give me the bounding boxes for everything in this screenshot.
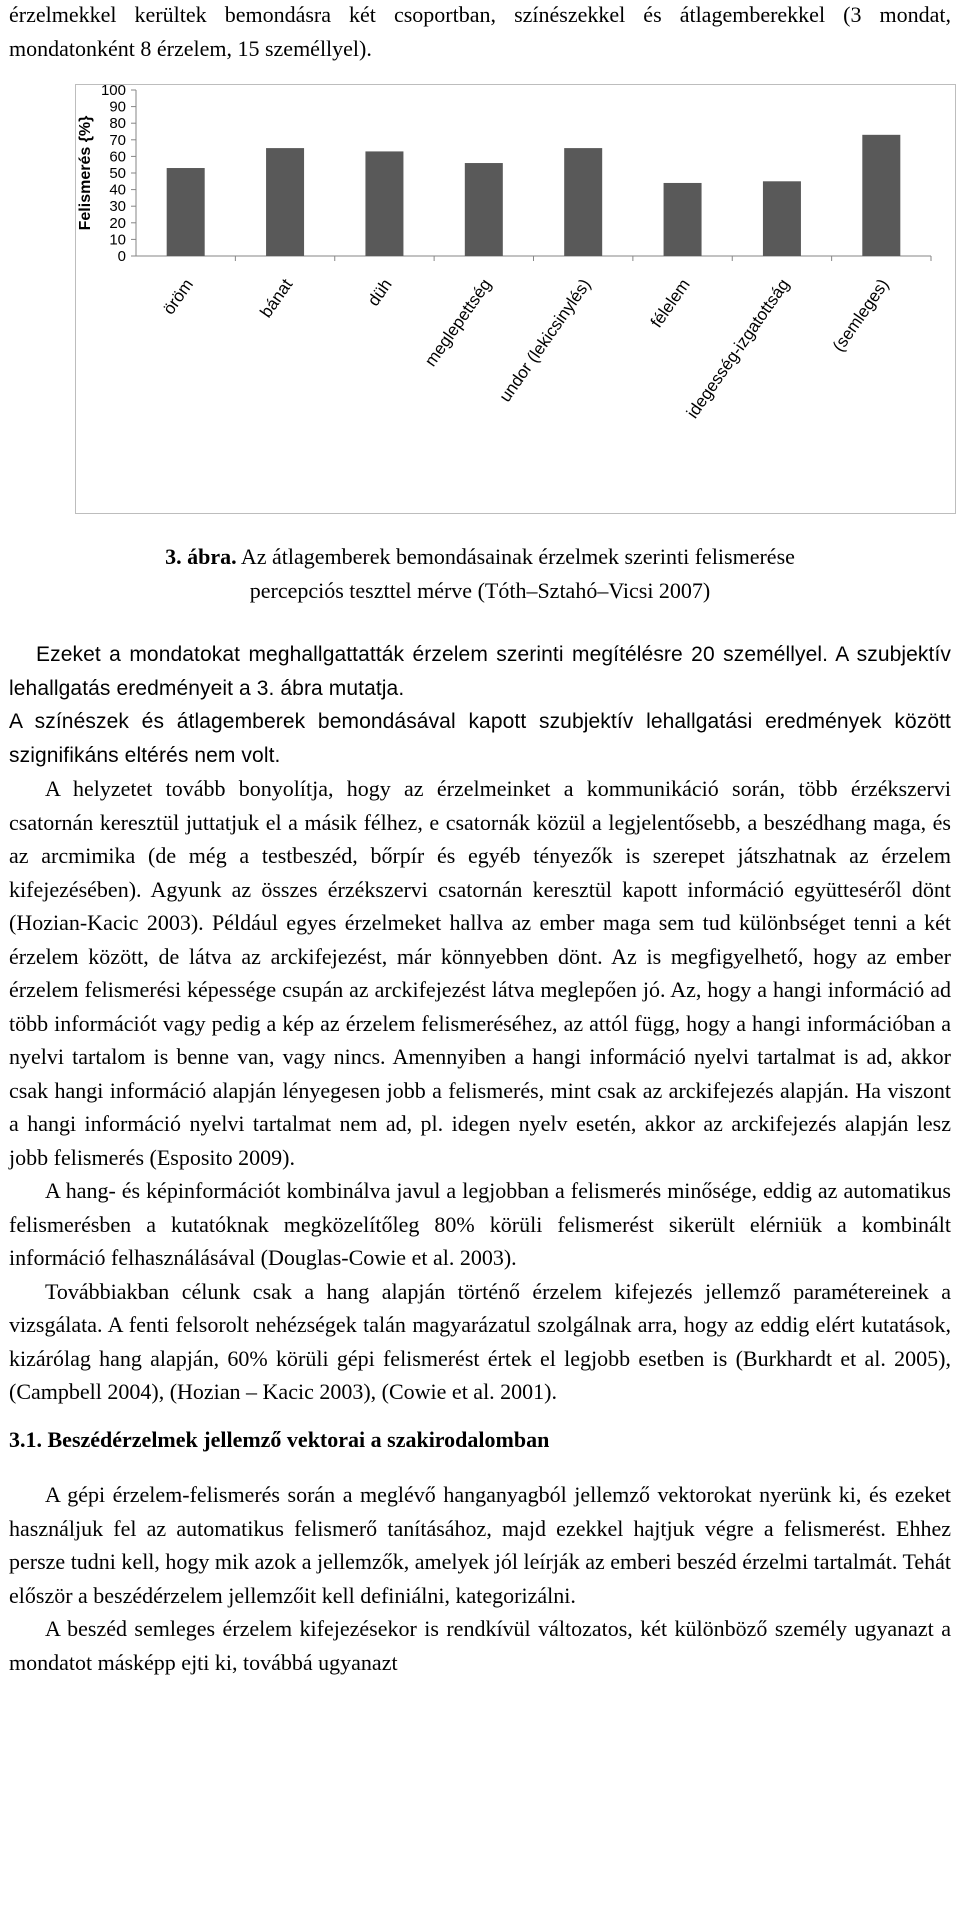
section-heading: 3.1. Beszédérzelmek jellemző vektorai a szakirodalomban bbox=[9, 1426, 550, 1452]
paragraph-4: A gépi érzelem-felismerés során a meglévő hanganyagból jellemző vektorokat nyerünk ki, és ezeket használjuk fel az automatikus felismerő tanításához, majd ezekkel hajtjuk végre a felismerést. Ehhez persze tudni kell, hogy mik azok a jellemzők, amelyek jól leírják az emberi beszéd érzelmi tartalmát. Tehát először a beszédérzelem jellemzőit kell definiálni, kategorizálni. bbox=[9, 1482, 951, 1608]
y-tick-label: 10 bbox=[109, 231, 126, 249]
paragraph-2: A hang- és képinformációt kombinálva javul a legjobban a felismerés minősége, eddig az automatikus felismerésben a kutatóknak megközelítőleg 80% körüli felismerést sikerült elérniük a kombinált információ felhasználásával (Douglas-Cowie et al. 2003). bbox=[9, 1178, 951, 1270]
y-tick-label: 0 bbox=[117, 248, 126, 265]
y-tick-label: 80 bbox=[109, 115, 126, 133]
paragraph-1: A helyzetet tovább bonyolítja, hogy az érzelmeinket a kommunikáció során, több érzékszervi csatornán keresztül juttatjuk el a másik félhez, e csatornák közül a legjelentősebb, a beszédhang maga, és az arcmimika (de még a testbeszéd, bőrpír és egyéb tényezők is szerepet játszhatnak az érzelem kifejezésében). Agyunk az összes érzékszervi csatornán keresztül kapott információ együtteséről dönt (Hozian-Kacic 2003). Például egyes érzelmeket hallva az ember maga sem tud különbséget tenni a két érzelem között, de látva az arckifejezést, már könnyebben dönt. Az is megfigyelhető, hogy az ember érzelem felismerési képessége csupán az arckifejezést látva meglepően jó. Az, hogy a hangi információ ad több információt vagy pedig a kép az érzelem felismeréséhez, az attól függ, hogy a hangi információban a nyelvi tartalom is benne van, vagy nincs. Amennyiben a hangi információ nyelvi tartalmat is ad, akkor csak hangi információ alapján lényegesen jobb a felismerés, mint csak az arckifejezés alapján. Ha viszont a hangi információ nyelvi tartalmat nem ad, pl. idegen nyelv esetén, akkor az arckifejezés alapján lesz jobb felismerés (Esposito 2009). bbox=[9, 776, 951, 1170]
y-tick-label: 40 bbox=[109, 181, 126, 199]
bar-6 bbox=[763, 181, 801, 256]
y-tick-label: 50 bbox=[109, 165, 126, 182]
figure-caption bbox=[9, 540, 951, 608]
x-category-label: (semleges) bbox=[828, 275, 893, 356]
x-category-label: félelem bbox=[646, 275, 694, 332]
caption-label: 3. ábra. bbox=[165, 544, 237, 569]
x-category-label: undor (lekicsinylés) bbox=[495, 275, 595, 406]
paragraph-sans-2: A színészek és átlagemberek bemondásával kapott szubjektív lehallgatási eredmények között szignifikáns eltérés nem volt. bbox=[9, 710, 951, 767]
bar-1 bbox=[266, 148, 304, 256]
x-category-label: öröm bbox=[159, 275, 197, 319]
y-tick-label: 70 bbox=[109, 131, 126, 149]
bar-7 bbox=[862, 135, 900, 256]
bar-4 bbox=[564, 148, 602, 256]
y-axis-title: Felismerés {%} bbox=[77, 115, 94, 231]
y-tick-label: 20 bbox=[109, 214, 126, 232]
x-category-label: idegesség-izgatottság bbox=[682, 275, 794, 422]
paragraph-5: A beszéd semleges érzelem kifejezésekor is rendkívül változatos, két különböző személy ugyanazt a mondatot másképp ejti ki, továbbá ugyanazt bbox=[9, 1616, 951, 1675]
figure-3-chart bbox=[75, 84, 956, 514]
bar-0 bbox=[167, 168, 205, 256]
caption-line-2: percepciós teszttel mérve (Tóth–Sztahó–Vicsi 2007) bbox=[249, 578, 711, 603]
bar-5 bbox=[664, 183, 702, 256]
y-tick-label: 60 bbox=[109, 148, 126, 166]
bar-2 bbox=[365, 151, 403, 256]
bar-chart bbox=[76, 85, 955, 513]
x-category-label: meglepettség bbox=[420, 275, 496, 370]
x-category-label: düh bbox=[363, 275, 396, 310]
intro-paragraph: érzelmekkel kerültek bemondásra két csoportban, színészekkel és átlagemberekkel (3 mondat, mondatonként 8 érzelem, 15 személlyel). bbox=[9, 2, 951, 61]
y-tick-label: 100 bbox=[100, 85, 126, 99]
bar-3 bbox=[465, 163, 503, 256]
body-text bbox=[9, 638, 951, 1679]
paragraph-sans-1: Ezeket a mondatokat meghallgattatták érzelem szerinti megítélésre 20 személlyel. A szubjektív lehallgatás eredményeit a 3. ábra mutatja. bbox=[9, 643, 951, 700]
y-tick-label: 90 bbox=[109, 98, 126, 116]
caption-line-1: Az átlagemberek bemondásainak érzelmek szerinti felismerése bbox=[240, 544, 795, 569]
x-category-label: bánat bbox=[256, 275, 297, 322]
paragraph-3: Továbbiakban célunk csak a hang alapján történő érzelem kifejezés jellemző paramétereinek a vizsgálata. A fenti felsorolt nehézségek talán magyarázatul szolgálnak arra, hogy az eddig elért kutatások, kizárólag hang alapján, 60% körüli gépi felismerést értek el legjobb esetben is (Burkhardt et al. 2005), (Campbell 2004), (Hozian – Kacic 2003), (Cowie et al. 2001). bbox=[9, 1278, 951, 1404]
y-tick-label: 30 bbox=[109, 198, 126, 216]
